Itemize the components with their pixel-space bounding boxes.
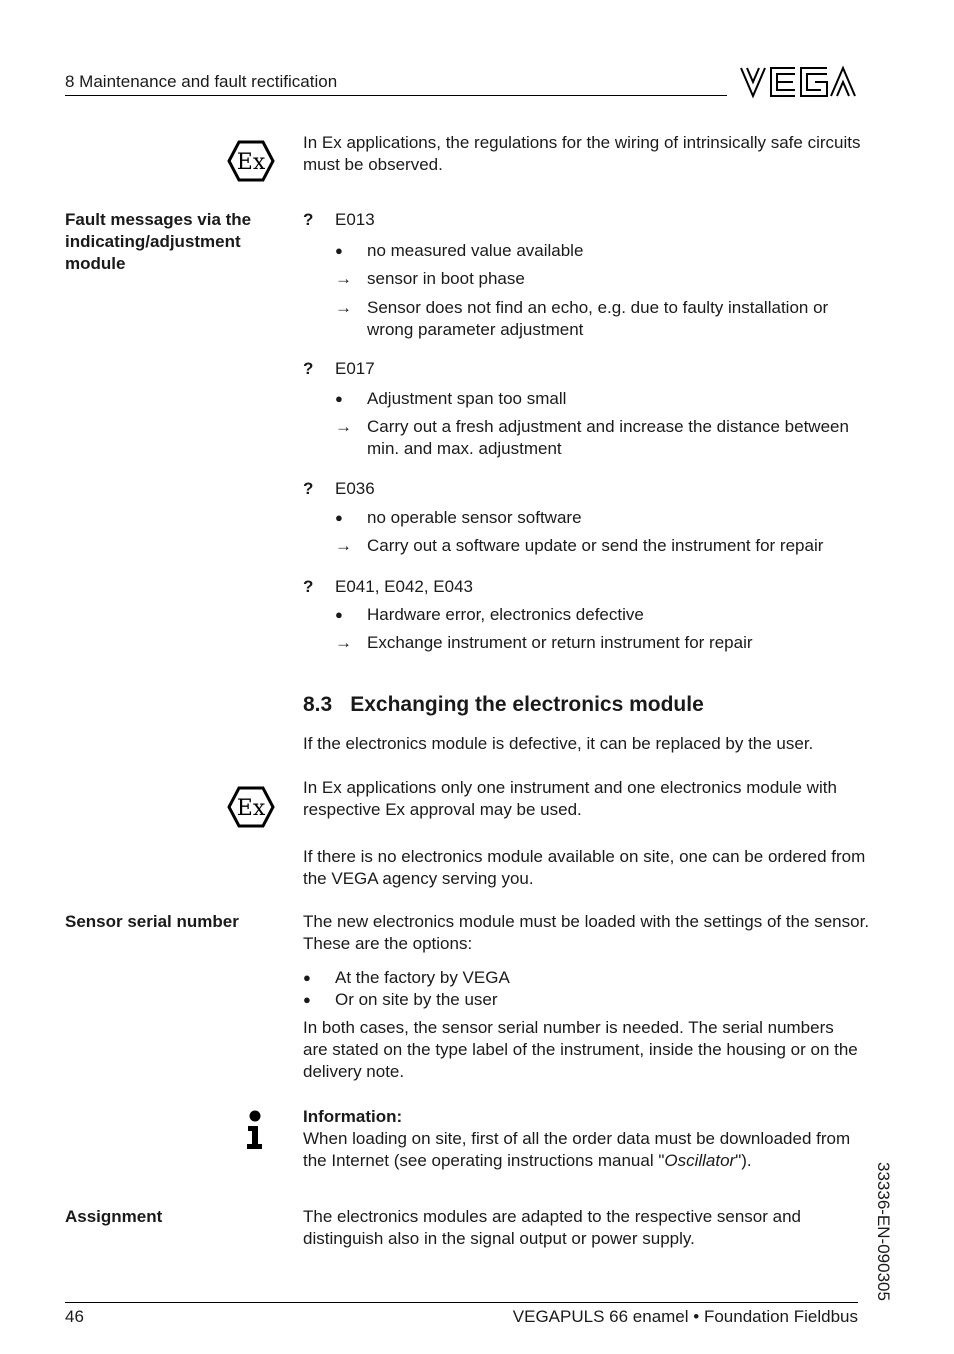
question-mark: ?	[303, 577, 314, 596]
fault-cause: no measured value available	[367, 241, 584, 260]
assignment-side-label: Assignment	[65, 1207, 163, 1226]
fault-cause: Adjustment span too small	[367, 389, 567, 408]
bullet-icon: ●	[335, 243, 343, 258]
manual-name: Oscillator	[664, 1151, 736, 1170]
serial-option: Or on site by the user	[335, 990, 498, 1009]
bullet-icon: ●	[335, 607, 343, 622]
section-intro: If the electronics module is defective, it can be replaced by the user.	[303, 734, 814, 753]
ex-notice-approval: In Ex applications only one instrument and one electronics module with respective Ex approval may be used.	[303, 778, 837, 819]
section-heading	[303, 694, 878, 716]
question-mark: ?	[303, 210, 314, 229]
serial-text: The new electronics module must be loaded with the settings of the sensor. These are the options:	[303, 912, 870, 953]
serial-note: In both cases, the sensor serial number is needed. The serial numbers are stated on the type label of the instrument, inside the housing or on the delivery note.	[303, 1018, 858, 1081]
arrow-right-icon: →	[335, 298, 352, 317]
fault-item-e017	[303, 358, 878, 380]
fault-remedy: Carry out a fresh adjustment and increase the distance between min. and max. adjustment	[367, 417, 849, 458]
fault-item-e041	[303, 576, 878, 598]
fault-remedy: Carry out a software update or send the instrument for repair	[367, 536, 824, 555]
fault-code: E036	[335, 479, 375, 498]
header-title: 8 Maintenance and fault rectification	[65, 72, 338, 91]
bullet-icon: ●	[335, 510, 343, 525]
footer-rule	[65, 1302, 858, 1303]
footer-product: VEGAPULS 66 enamel • Foundation Fieldbus	[512, 1307, 858, 1326]
fault-item-e013	[303, 209, 878, 231]
svg-text:Ex: Ex	[236, 796, 266, 821]
assignment-text: The electronics modules are adapted to the respective sensor and distinguish also in the signal output or power supply.	[303, 1207, 802, 1248]
information-text-start: When loading on site, first of all the order data must be downloaded from the Internet (see operating instructions manual "	[303, 1129, 851, 1170]
arrow-right-icon: →	[335, 536, 352, 555]
serial-side-label: Sensor serial number	[65, 912, 239, 931]
vega-logo	[739, 64, 859, 100]
fault-code: E017	[335, 359, 375, 378]
information-text	[303, 1128, 858, 1172]
arrow-right-icon: →	[335, 417, 352, 436]
arrow-right-icon: →	[335, 633, 352, 652]
header-rule	[65, 95, 727, 96]
svg-text:Ex: Ex	[236, 150, 266, 175]
bullet-icon: ●	[303, 992, 311, 1007]
information-text-end: ").	[735, 1151, 752, 1170]
fault-remedy: Exchange instrument or return instrument for repair	[367, 633, 753, 652]
fault-item-e036	[303, 478, 878, 500]
fault-side-label: Fault messages via the indicating/adjustment module	[65, 210, 252, 273]
fault-remedy: sensor in boot phase	[367, 269, 525, 288]
bullet-icon: ●	[303, 970, 311, 985]
ex-protection-icon	[227, 786, 275, 828]
section-title: Exchanging the electronics module	[350, 693, 704, 716]
question-mark: ?	[303, 479, 314, 498]
fault-cause: no operable sensor software	[367, 508, 582, 527]
availability-note: If there is no electronics module available on site, one can be ordered from the VEGA agency serving you.	[303, 847, 866, 888]
ex-notice-wiring: In Ex applications, the regulations for the wiring of intrinsically safe circuits must be observed.	[303, 133, 861, 174]
fault-remedy: Sensor does not find an echo, e.g. due to faulty installation or wrong parameter adjustment	[367, 298, 829, 339]
page-number: 46	[65, 1307, 84, 1326]
section-number: 8.3	[303, 693, 333, 716]
information-title: Information:	[303, 1107, 403, 1126]
document-id-vertical	[860, 1162, 904, 1302]
fault-cause: Hardware error, electronics defective	[367, 605, 644, 624]
info-icon	[244, 1110, 266, 1150]
ex-protection-icon	[227, 140, 275, 182]
bullet-icon: ●	[335, 391, 343, 406]
fault-code: E013	[335, 210, 375, 229]
question-mark: ?	[303, 359, 314, 378]
arrow-right-icon: →	[335, 269, 352, 288]
document-id: 33336-EN-090305	[874, 1162, 893, 1301]
fault-code: E041, E042, E043	[335, 577, 474, 596]
serial-option: At the factory by VEGA	[335, 968, 510, 987]
